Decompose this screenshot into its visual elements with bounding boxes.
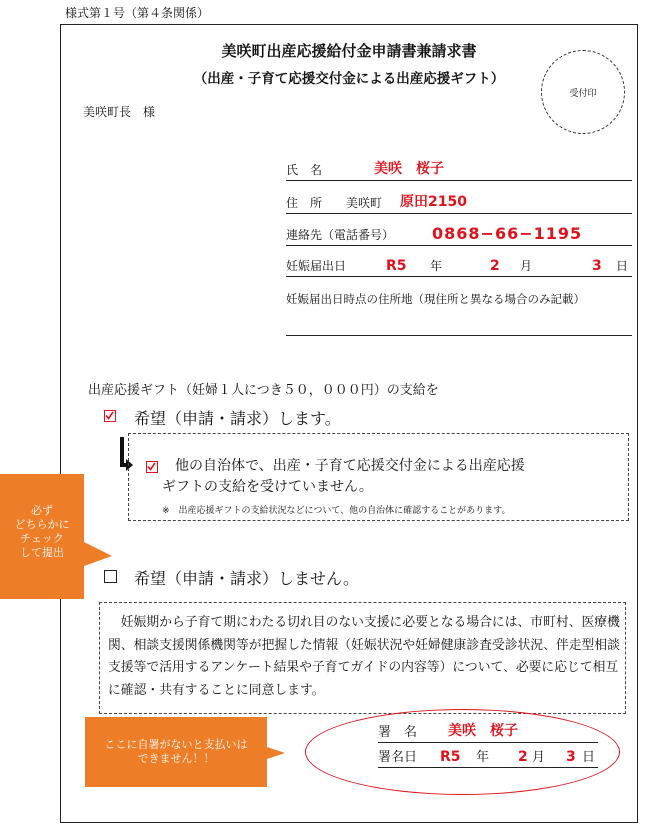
address-row xyxy=(286,193,632,214)
pregnancy-date-label: 妊娠届出日 xyxy=(286,259,347,273)
phone-value[interactable]: 0868−66−1195 xyxy=(432,224,583,243)
gift-intro-text: 出産応援ギフト（妊婦１人につき５０，０００円）の支給を xyxy=(88,383,439,398)
year-label: 年 xyxy=(430,259,443,273)
decline-option-label: 希望（申請・請求）しません。 xyxy=(134,569,359,588)
pregnancy-address-label: 妊娠届出日時点の住所地（現住所と異なる場合のみ記載） xyxy=(286,292,585,306)
sub-option-note: ※ 出産応援ギフトの支給状況などについて、他の自治体に確認することがあります。 xyxy=(162,506,511,516)
callout-sign-line-2: できません！！ xyxy=(137,752,215,765)
month-label: 月 xyxy=(520,259,533,273)
signature-name-value[interactable]: 美咲 桜子 xyxy=(448,723,518,739)
phone-row xyxy=(286,225,632,246)
name-label: 氏 名 xyxy=(286,163,323,177)
form-title: 美咲町出産応援給付金申請書兼請求書 xyxy=(221,42,477,60)
phone-label: 連絡先（電話番号） xyxy=(286,228,395,242)
pregnancy-era[interactable]: R5 xyxy=(386,258,407,274)
no-other-municipality-checkbox[interactable] xyxy=(146,461,158,473)
callout-check-line-4: して提出 xyxy=(20,546,64,559)
addressee: 美咲町長 様 xyxy=(83,105,156,119)
signature-date-row xyxy=(378,747,598,768)
address-label: 住 所 xyxy=(286,196,323,210)
signature-day-label: 日 xyxy=(582,750,596,765)
consent-text: 妊娠期から子育て期にわたる切れ目のない支援に必要となる場合には、市町村、医療機関、相談支援関係機関等が把握した情報（妊娠状況や妊婦健康診査受診状況、伴走型相談支援等で活用するアンケート結果や子育てガイドの内容等）について、必要に応じて相互に確認・共有することに同意します。 xyxy=(108,615,620,698)
check-mark-icon xyxy=(105,411,114,420)
callout-check-line-2: どちらかに xyxy=(14,518,70,531)
signature-date-label: 署名日 xyxy=(378,750,418,765)
apply-option-label: 希望（申請・請求）します。 xyxy=(134,409,341,428)
form-number: 様式第１号（第４条関係） xyxy=(65,6,210,20)
reception-stamp-circle xyxy=(541,50,625,134)
signature-month[interactable]: 2 xyxy=(518,749,528,765)
apply-checkbox[interactable] xyxy=(104,410,116,422)
name-row xyxy=(286,160,632,181)
signature-era[interactable]: R5 xyxy=(440,749,461,765)
sub-option-text xyxy=(162,456,525,498)
pregnancy-address-line[interactable] xyxy=(286,335,632,336)
signature-name-row xyxy=(378,722,598,743)
stamp-label: 受付印 xyxy=(569,88,597,99)
check-mark-icon xyxy=(147,462,156,471)
address-value[interactable]: 原田2150 xyxy=(400,194,467,210)
callout-check-line-3: チェック xyxy=(20,532,64,545)
name-value[interactable]: 美咲 桜子 xyxy=(374,161,444,177)
signature-month-label: 月 xyxy=(532,750,546,765)
pregnancy-day[interactable]: 3 xyxy=(592,258,602,274)
day-label: 日 xyxy=(616,259,629,273)
form-subtitle: （出産・子育て応援交付金による出産応援ギフト） xyxy=(193,71,505,87)
callout-check-line-1: 必ず xyxy=(31,504,53,517)
pregnancy-month[interactable]: 2 xyxy=(490,258,500,274)
signature-year-label: 年 xyxy=(476,750,490,765)
pregnancy-date-row xyxy=(286,256,632,277)
signature-reminder-callout xyxy=(85,717,285,787)
sub-option-line-2: ギフトの支給を受けていません。 xyxy=(162,479,373,495)
address-prefix: 美咲町 xyxy=(346,196,383,210)
callout-sign-line-1: ここに自署がないと支払いは xyxy=(104,738,248,751)
signature-day[interactable]: 3 xyxy=(566,749,576,765)
sub-option-line-1: 他の自治体で、出産・子育て応援交付金による出産応援 xyxy=(175,458,525,474)
check-reminder-callout xyxy=(0,474,114,599)
signature-name-label: 署 名 xyxy=(378,725,418,740)
